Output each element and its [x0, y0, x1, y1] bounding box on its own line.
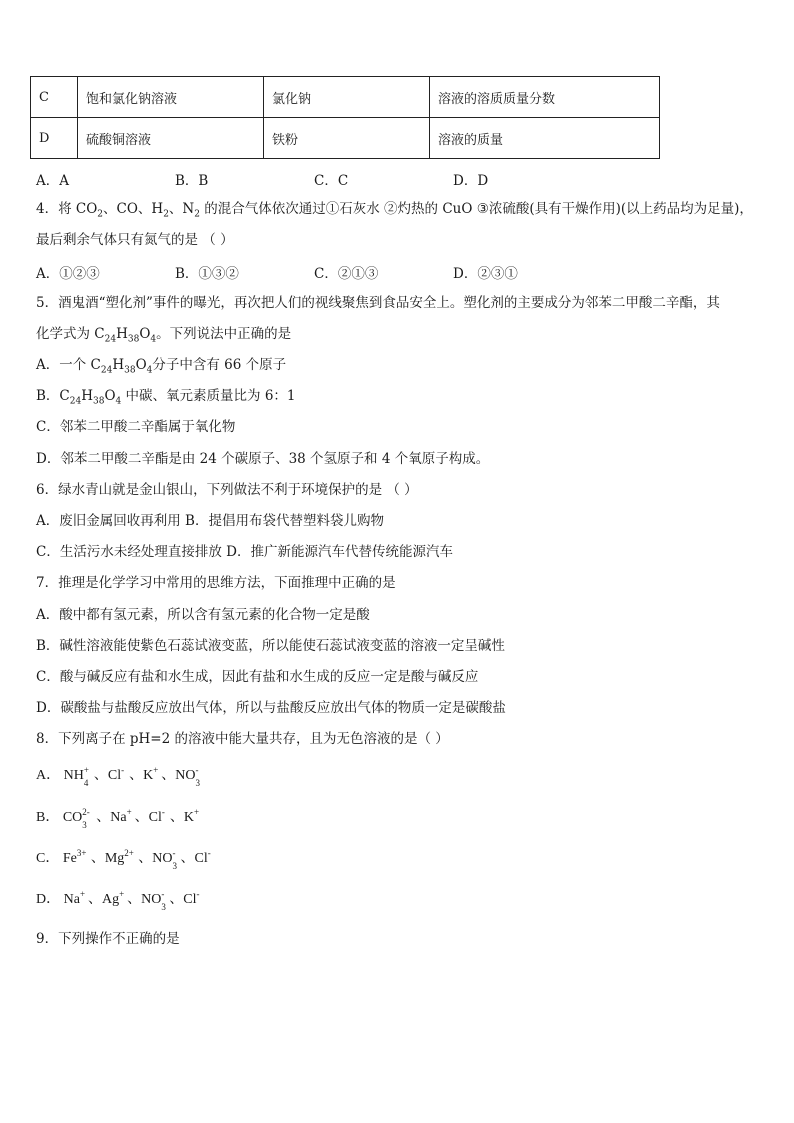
q7-option-a[interactable]: A．酸中都有氢元素，所以含有氢元素的化合物一定是酸: [36, 607, 370, 623]
choice-a[interactable]: A．①②③: [36, 266, 100, 282]
choice-d[interactable]: D．②③①: [453, 266, 518, 282]
q8-option-b[interactable]: B． CO 2- 3 、Na + 、Cl - 、K +: [36, 807, 200, 830]
row-label: D: [31, 118, 78, 159]
q3-choices: [36, 169, 488, 189]
q4-stem-line1: 4．将 $CO_2$、CO、$H_2$、$N_2$ 的混合气体依次通过①石灰水 ②灼热的 CuO ③浓硫酸(具有干燥作用)(以上药品均为足量)，: [36, 201, 753, 220]
choice-c[interactable]: C．C: [314, 173, 349, 189]
added-substance-cell: 铁粉: [264, 118, 430, 159]
q9-stem: 9．下列操作不正确的是: [36, 931, 180, 947]
choice-d[interactable]: D．D: [453, 173, 489, 189]
choice-b[interactable]: B．B: [175, 173, 209, 189]
q4-choices: [36, 262, 518, 282]
table-row: [31, 118, 660, 159]
q5-option-a[interactable]: A．一个 $C_{24}H_{38}O_4$分子中含有 66 个原子: [36, 357, 287, 376]
table-row: [31, 77, 660, 118]
options-table: [30, 76, 660, 159]
q7-option-c[interactable]: C．酸与碱反应有盐和水生成，因此有盐和水生成的反应一定是酸与碱反应: [36, 669, 479, 685]
choice-c[interactable]: C．②①③: [314, 266, 379, 282]
q8-option-d[interactable]: D． Na + 、Ag + 、NO - 3 、Cl -: [36, 889, 200, 912]
q6-options-row2[interactable]: C．生活污水未经处理直接排放 D．推广新能源汽车代替传统能源汽车: [36, 544, 453, 560]
row-label: C: [31, 77, 78, 118]
q5-option-d[interactable]: D．邻苯二甲酸二辛酯是由 24 个碳原子、38 个氢原子和 4 个氧原子构成。: [36, 451, 490, 467]
choice-a[interactable]: A．A: [36, 173, 69, 189]
q5-stem-line2: 化学式为 $C_{24}H_{38}O_4$。下列说法中正确的是: [36, 326, 292, 345]
q5-option-b[interactable]: B．$C_{24}H_{38}O_4$ 中碳、氧元素质量比为 6：1: [36, 388, 296, 407]
q5-stem-line1: 5．酒鬼酒“塑化剂”事件的曝光，再次把人们的视线聚焦到食品安全上。塑化剂的主要成分为邻苯二甲酸二辛酯，其: [36, 295, 720, 311]
q7-option-b[interactable]: B．碱性溶液能使紫色石蕊试液变蓝，所以能使石蕊试液变蓝的溶液一定呈碱性: [36, 638, 505, 654]
solution-cell: 饱和氯化钠溶液: [78, 77, 264, 118]
q6-options-row1[interactable]: A．废旧金属回收再利用 B．提倡用布袋代替塑料袋儿购物: [36, 513, 384, 529]
q7-stem: 7．推理是化学学习中常用的思维方法，下面推理中正确的是: [36, 575, 396, 591]
y-axis-quantity-cell: 溶液的溶质质量分数: [430, 77, 660, 118]
y-axis-quantity-cell: 溶液的质量: [430, 118, 660, 159]
q7-option-d[interactable]: D．碳酸盐与盐酸反应放出气体，所以与盐酸反应放出气体的物质一定是碳酸盐: [36, 700, 506, 716]
choice-b[interactable]: B．①③②: [175, 266, 239, 282]
q5-option-c[interactable]: C．邻苯二甲酸二辛酯属于氧化物: [36, 419, 236, 435]
q6-stem: 6．绿水青山就是金山银山，下列做法不利于环境保护的是 （ ）: [36, 482, 418, 498]
solution-cell: 硫酸铜溶液: [78, 118, 264, 159]
q8-stem: 8．下列离子在 pH=2 的溶液中能大量共存，且为无色溶液的是（ ）: [36, 731, 449, 747]
added-substance-cell: 氯化钠: [264, 77, 430, 118]
q8-option-a[interactable]: A． NH + 4 、Cl - 、K + 、NO - 3: [36, 765, 200, 788]
q4-stem-line2: 最后剩余气体只有氮气的是 （ ）: [36, 232, 234, 248]
q8-option-c[interactable]: C． Fe 3+ 、Mg 2+ 、NO - 3 、Cl -: [36, 848, 211, 871]
